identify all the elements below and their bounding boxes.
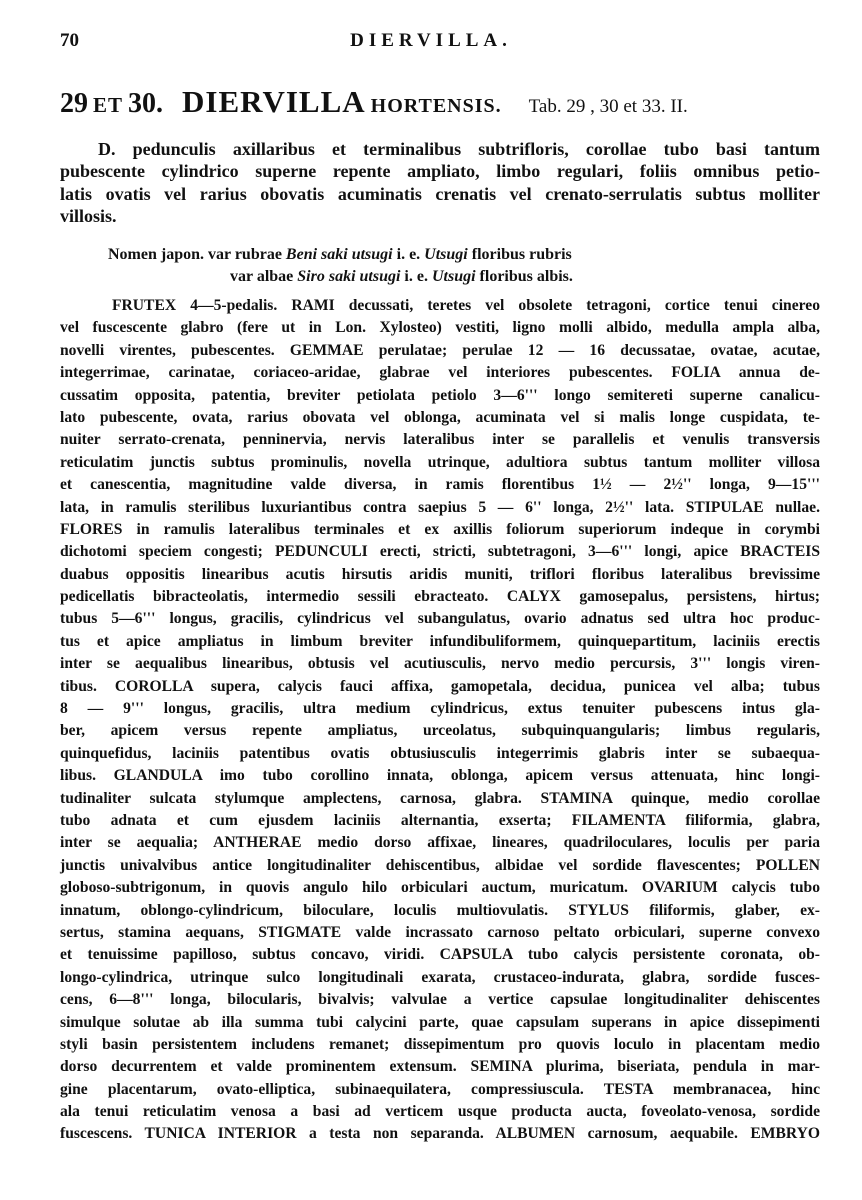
japanese-genus: Utsugi: [424, 246, 468, 263]
description-line: quinquefidus, laciniis patentibus ovatis obtusiusculis integerrimis glabris inter se subaequa-: [60, 744, 820, 762]
description-line: et canescentia, magnitudine valde diversa, in ramis florentibus 1½ — 2½'' longa, 9—15''': [60, 476, 820, 494]
description-line: 8 — 9''' longus, gracilis, ultra medium cylindricus, extus tenuiter pubescens intus gla-: [60, 700, 820, 718]
nomen-suffix: floribus albis.: [479, 268, 573, 285]
species-heading: [60, 84, 810, 120]
description-line: nuiter serrato-crenata, penninervia, nervis lateralibus inter se parallelis et venulis transversis: [60, 431, 820, 449]
description-line: vel fuscescente glabro (fere ut in Lon. Xylosteo) vestiti, ligno molli albido, medulla ampla alba,: [60, 319, 820, 337]
description-line: pedicellatis bibracteolatis, intermedio sessili ebracteato. CALYX gamosepalus, persistens, hirtus;: [60, 588, 820, 606]
description-line: cussatim opposita, patentia, breviter petiolata petiolo 3—6''' longo semitereti superne canalicu-: [60, 386, 820, 404]
nomen-ie: i. e.: [404, 268, 428, 285]
description-line: styli basin persistentem includens remanet; dissepimentum pro quovis loculo in placentam medio: [60, 1035, 820, 1053]
description-line: duabus oppositis linearibus acutis hirsutis aridis muniti, triflori floribus lateralibus brevissime: [60, 565, 820, 583]
description-line: tubo adnata et cum ejusdem laciniis alternantia, exserta; FILAMENTA filiformia, glabra,: [60, 811, 820, 829]
description-line: ala tenui reticulatim venosa a basi ad verticem usque producta aucta, foveolato-venosa, sordide: [60, 1103, 820, 1121]
running-title: DIERVILLA.: [350, 30, 512, 51]
description-line: tus et apice ampliatus in limbum breviter infundibuliformem, quinquepartitum, laciniis erectis: [60, 632, 820, 650]
description-line: dichotomi speciem congesti; PEDUNCULI erecti, stricti, subtetragoni, 3—6''' longi, apice BRACTEIS: [60, 543, 820, 561]
page-number: 70: [60, 30, 79, 51]
vernacular-name-red: [108, 244, 862, 266]
description-line: integerrimae, carinatae, coriaceo-aridae, glabrae vel interiores pubescentes. FOLIA annua de-: [60, 364, 820, 382]
diagnosis-line: latis ovatis vel rarius obovatis acuminatis crenatis vel crenato-serrulatis subtus molliter: [60, 183, 820, 204]
description-line: inter se aequalia; ANTHERAE medio dorso affixae, lineares, quadriloculares, loculis per paria: [60, 834, 820, 852]
diagnosis-line: pubescente cylindrico superne repente ampliato, limbo regulari, foliis omnibus petio-: [60, 161, 820, 182]
description-line: et tenuissime papilloso, subtus concavo, viridi. CAPSULA tubo calycis persistente coronata, ob-: [60, 946, 820, 964]
description-line: gine placentarum, ovato-elliptica, subinaequilatera, compressiuscula. TESTA membranacea, hinc: [60, 1080, 820, 1098]
description-line: simulque solutae ab illa summa tubi calycini parte, quae capsulam superans in apice dissepimenti: [60, 1013, 820, 1031]
description-line: globoso-subtrigonum, in quovis angulo hilo orbiculari auctum, muricatum. OVARIUM calycis tubo: [60, 879, 820, 897]
vernacular-name-white: [230, 266, 862, 288]
diagnosis-line: D. pedunculis axillaribus et terminalibus subtrifloris, corollae tubo basi tantum: [98, 139, 820, 159]
diagnosis-line: villosis.: [60, 206, 117, 227]
description-line: reticulatim junctis subtus prominulis, novella utrinque, adultiora subtus tantum molliter villosa: [60, 453, 820, 471]
description-line: cens, 6—8''' longa, bilocularis, bivalvis; valvulae a vertice capsulae longitudinaliter dehiscentes: [60, 991, 820, 1009]
description-line: tudinaliter sulcata stylumque amplectens, carnosa, glabra. STAMINA quinque, medio corollae: [60, 789, 820, 807]
genus-name: DIERVILLA: [182, 84, 366, 119]
plate-reference: Tab. 29 , 30 et 33. II.: [528, 96, 688, 117]
description-line: innatum, oblongo-cylindricum, biloculare, loculis multiovulatis. STYLUS filiformis, glaber, ex-: [60, 901, 820, 919]
japanese-name: Siro saki utsugi: [297, 268, 401, 285]
nomen-prefix: Nomen japon. var rubrae: [108, 246, 282, 263]
description-line: longo-cylindrica, utrinque sulco longitudinali exarata, crustaceo-indurata, glabra, sordide fusces-: [60, 968, 820, 986]
description-line: tubus 5—6''' longus, gracilis, cylindricus vel subangulatus, ovario adnatus sed ultra hoc produc-: [60, 610, 820, 628]
running-head: [60, 30, 802, 58]
description-line: junctis univalvibus antice longitudinaliter dehiscentibus, albidae vel sordide flavescentes; POLLEN: [60, 856, 820, 874]
description-line: sertus, stamina aequans, STIGMATE valde incrassato carnoso peltato orbiculari, superne convexo: [60, 923, 820, 941]
description-line: fuscescens. TUNICA INTERIOR a testa non separanda. ALBUMEN carnosum, aequabile. EMBRYO: [60, 1125, 820, 1143]
nomen-prefix: var albae: [230, 268, 294, 285]
description-line: inter se aequalibus linearibus, obtusis vel acutiusculis, nervo medio percursis, 3''' longis viren-: [60, 655, 820, 673]
description-line: lato pubescente, ovata, rarius obovata vel oblonga, acuminata vel si malis longe cuspidata, te-: [60, 408, 820, 426]
nomen-ie: i. e.: [396, 246, 421, 263]
description-line: lata, in ramulis sterilibus luxuriantibus contra saepius 5 — 6'' longa, 2½'' lata. STIPULAE nullae.: [60, 498, 820, 516]
description-line: dorso decurrentem et valde prominentem extensum. SEMINA plurima, biseriata, pendula in mar-: [60, 1058, 820, 1076]
japanese-genus: Utsugi: [431, 268, 476, 285]
description-line: libus. GLANDULA imo tubo corollino innata, oblonga, apicem versus attenuata, hinc longi-: [60, 767, 820, 785]
description-line: novelli virentes, pubescentes. GEMMAE perulatae; perulae 12 — 16 decussatae, ovatae, acutae,: [60, 341, 820, 359]
heading-conjunction: ET: [93, 93, 124, 117]
description-line: ber, apicem versus repente ampliatus, urceolatus, subquinquangularis; limbus regularis,: [60, 722, 820, 740]
species-number-2: 30.: [128, 88, 164, 119]
description-line: FLORES in ramulis lateralibus terminales et ex axillis foliorum superiorum indeque in corymbi: [60, 520, 820, 538]
diagnosis: [60, 137, 820, 228]
description: [60, 295, 820, 1146]
description-line: tibus. COROLLA supera, calycis fauci affixa, gamopetala, decidua, punicea vel alba; tubus: [60, 677, 820, 695]
japanese-name: Beni saki utsugi: [285, 246, 393, 263]
description-line: FRUTEX 4—5-pedalis. RAMI decussati, teretes vel obsolete tetragoni, cortice tenui cinereo: [112, 297, 820, 314]
species-epithet: HORTENSIS.: [370, 95, 502, 117]
species-number: 29: [60, 88, 88, 119]
nomen-suffix: floribus rubris: [471, 246, 572, 263]
